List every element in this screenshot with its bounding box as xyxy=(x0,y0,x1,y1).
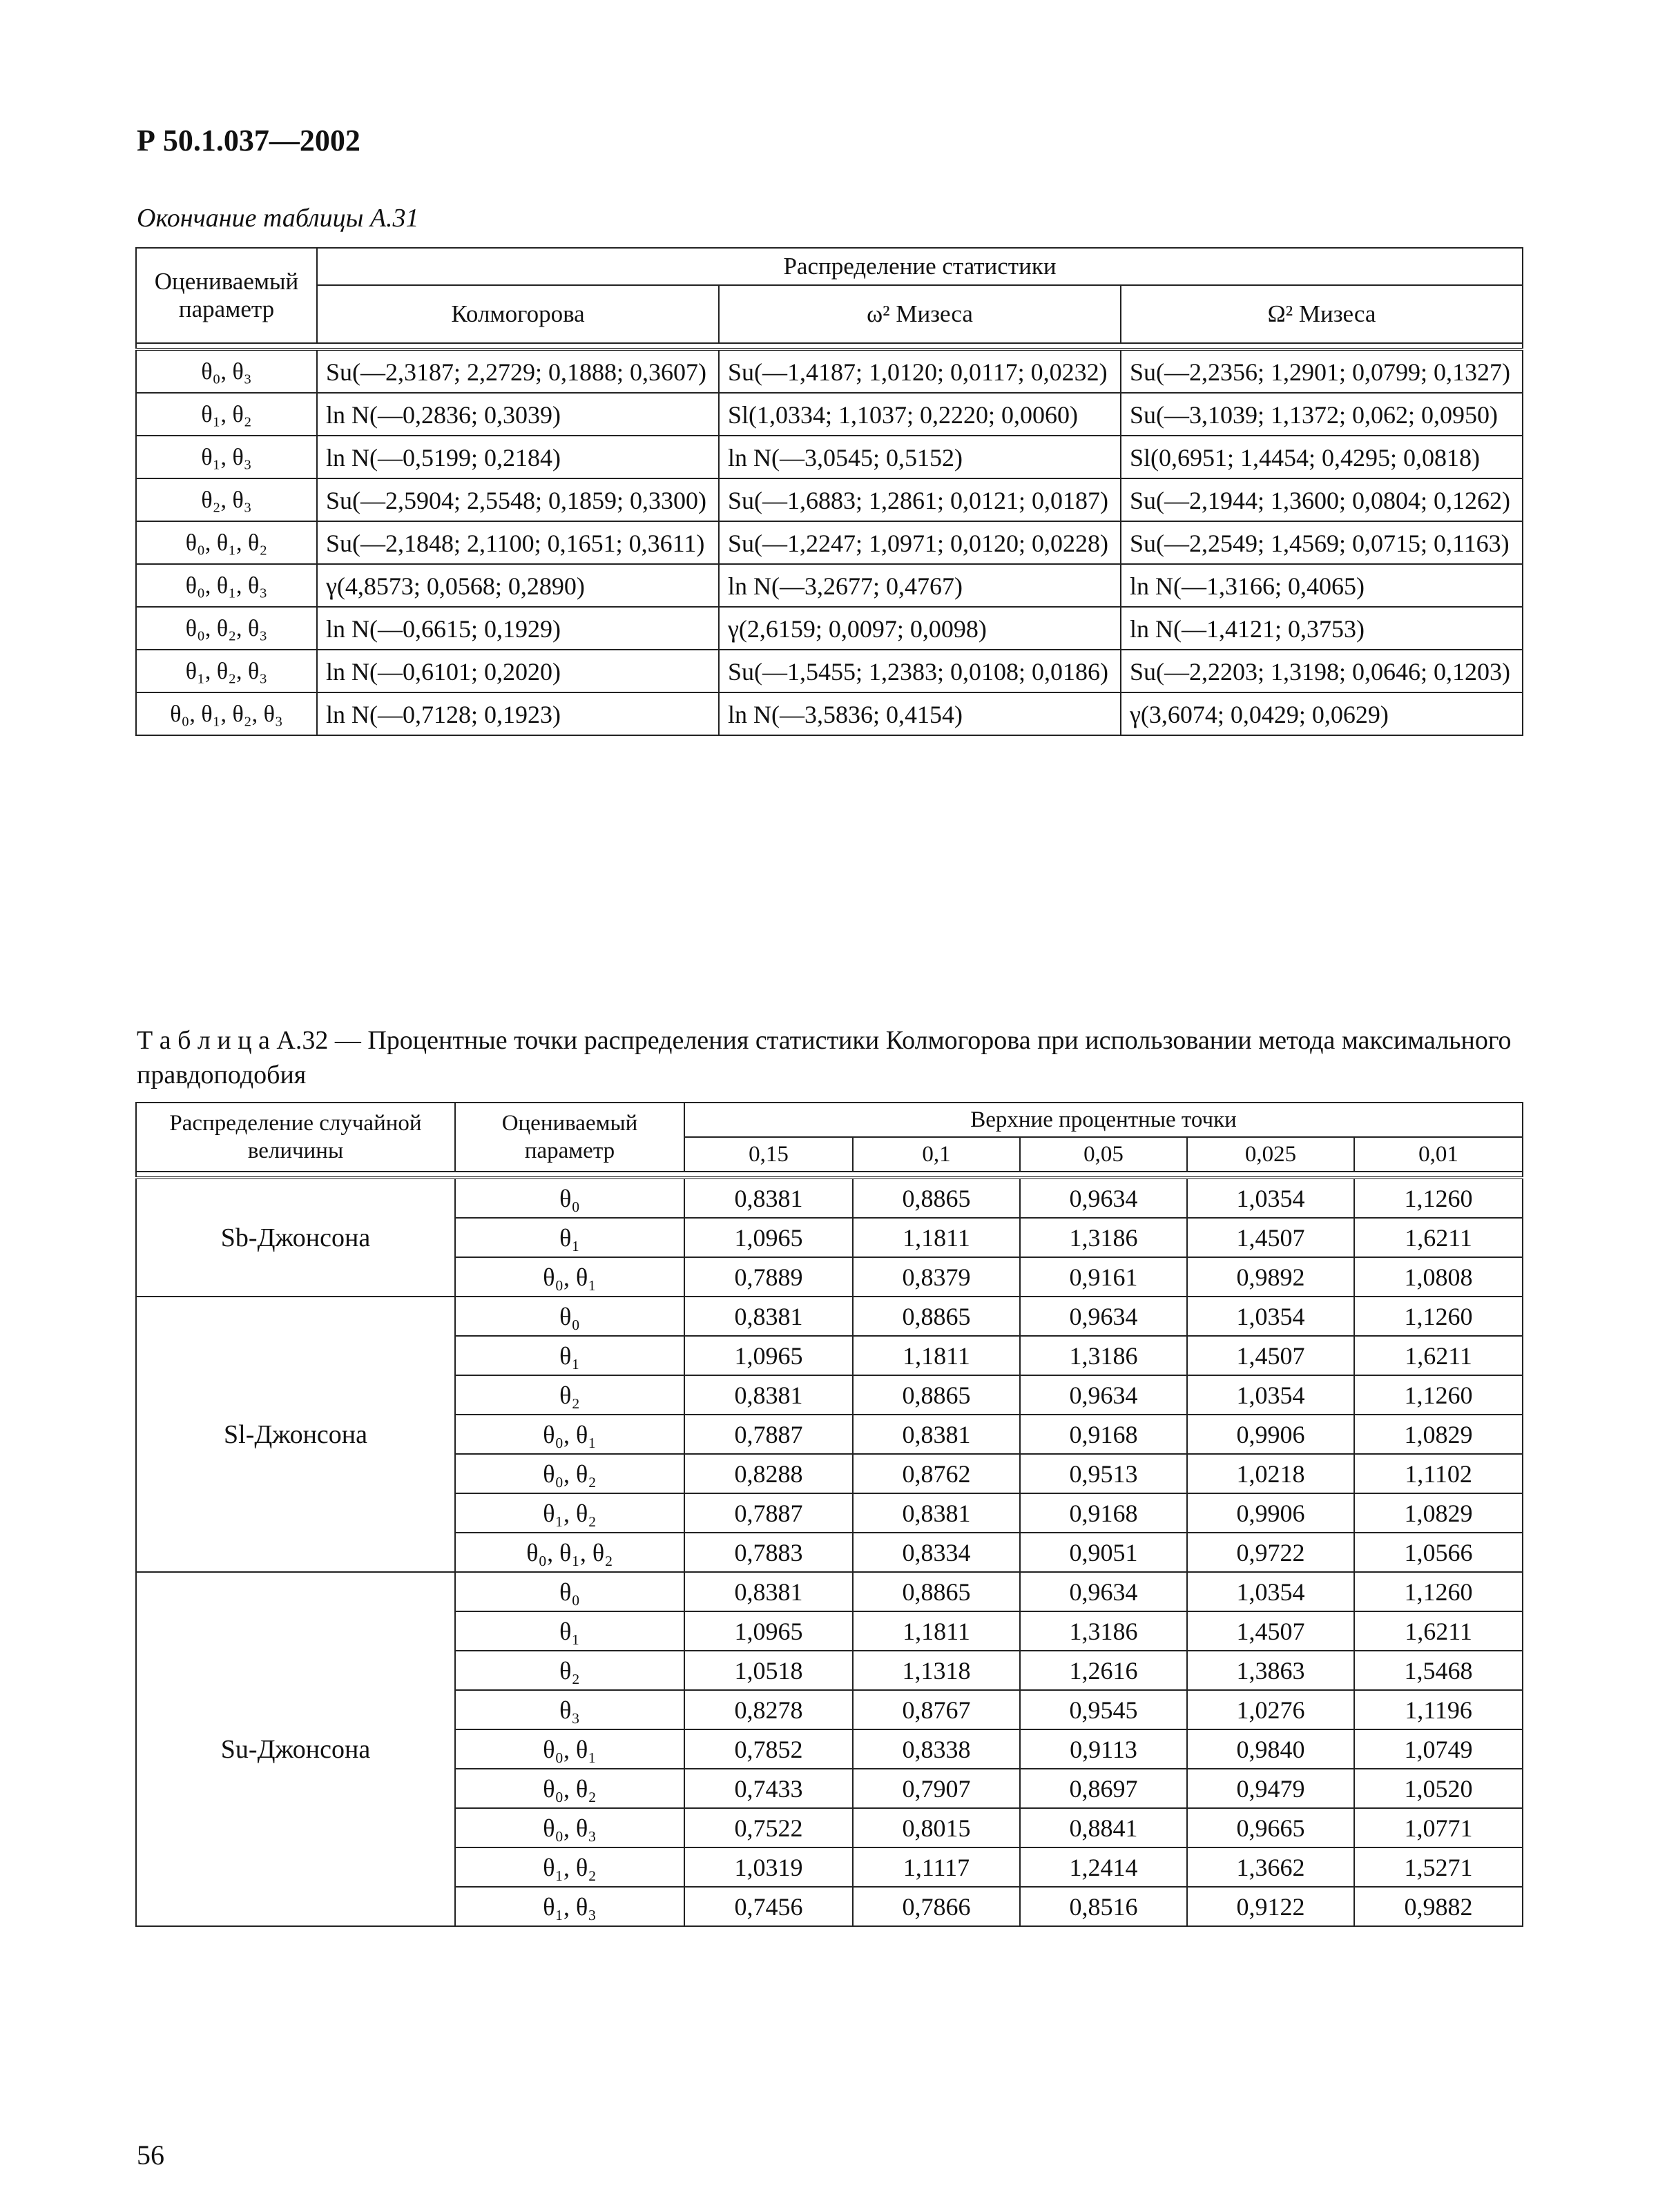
value-cell: 1,0520 xyxy=(1354,1769,1523,1808)
value-cell: 0,9722 xyxy=(1187,1533,1354,1572)
value-cell: 0,8767 xyxy=(853,1690,1020,1729)
param-cell: θ₃ xyxy=(455,1690,684,1729)
header-param: Оцениваемый параметр xyxy=(136,248,317,343)
kolmogorov-cell: Su(—2,5904; 2,5548; 0,1859; 0,3300) xyxy=(317,478,719,521)
value-cell: 0,8334 xyxy=(853,1533,1020,1572)
value-cell: 0,9906 xyxy=(1187,1415,1354,1454)
value-cell: 0,9168 xyxy=(1020,1415,1187,1454)
omega2-cell: Su(—1,5455; 1,2383; 0,0108; 0,0186) xyxy=(719,650,1121,692)
value-cell: 0,9113 xyxy=(1020,1729,1187,1769)
distribution-name: Sb-Джонсона xyxy=(136,1178,455,1297)
value-cell: 0,8762 xyxy=(853,1454,1020,1493)
table-row xyxy=(136,1178,1523,1218)
param-cell: θ₁ xyxy=(455,1611,684,1651)
value-cell: 0,9634 xyxy=(1020,1572,1187,1611)
value-cell: 1,0354 xyxy=(1187,1178,1354,1218)
value-cell: 1,0518 xyxy=(684,1651,853,1690)
param-cell: θ₀ xyxy=(455,1572,684,1611)
header-group: Распределение статистики xyxy=(317,248,1523,285)
value-cell: 0,8015 xyxy=(853,1808,1020,1847)
value-cell: 1,6211 xyxy=(1354,1218,1523,1257)
value-cell: 1,2414 xyxy=(1020,1847,1187,1887)
value-cell: 1,1260 xyxy=(1354,1375,1523,1415)
table-a32-caption: Т а б л и ц а А.32 — Процентные точки распределения статистики Колмогорова при использовании метода максимального правдоподобия xyxy=(137,1026,1512,1089)
Omega2-cell: Sl(0,6951; 1,4454; 0,4295; 0,0818) xyxy=(1121,436,1523,478)
value-cell: 0,7433 xyxy=(684,1769,853,1808)
table-row xyxy=(136,650,1523,692)
value-cell: 0,9545 xyxy=(1020,1690,1187,1729)
value-cell: 0,8288 xyxy=(684,1454,853,1493)
value-cell: 0,8379 xyxy=(853,1257,1020,1297)
value-cell: 1,0319 xyxy=(684,1847,853,1887)
param-cell: θ₀, θ₃ xyxy=(455,1808,684,1847)
value-cell: 1,0276 xyxy=(1187,1690,1354,1729)
value-cell: 0,8381 xyxy=(684,1178,853,1218)
value-cell: 0,9161 xyxy=(1020,1257,1187,1297)
kolmogorov-cell: ln N(—0,7128; 0,1923) xyxy=(317,692,719,735)
value-cell: 0,9168 xyxy=(1020,1493,1187,1533)
param-cell: θ₂, θ₃ xyxy=(136,478,317,521)
level-0-1: 0,1 xyxy=(853,1137,1020,1172)
value-cell: 1,0965 xyxy=(684,1611,853,1651)
param-cell: θ₀, θ₂ xyxy=(455,1454,684,1493)
value-cell: 1,0829 xyxy=(1354,1493,1523,1533)
table-row xyxy=(136,564,1523,607)
value-cell: 0,8865 xyxy=(853,1297,1020,1336)
omega2-cell: Su(—1,6883; 1,2861; 0,0121; 0,0187) xyxy=(719,478,1121,521)
value-cell: 1,0808 xyxy=(1354,1257,1523,1297)
param-cell: θ₁, θ₃ xyxy=(455,1887,684,1926)
param-cell: θ₀, θ₁, θ₃ xyxy=(136,564,317,607)
value-cell: 1,4507 xyxy=(1187,1336,1354,1375)
value-cell: 1,1811 xyxy=(853,1336,1020,1375)
param-cell: θ₀, θ₁ xyxy=(455,1729,684,1769)
value-cell: 0,8381 xyxy=(684,1297,853,1336)
value-cell: 0,7889 xyxy=(684,1257,853,1297)
value-cell: 0,8841 xyxy=(1020,1808,1187,1847)
param-cell: θ₀, θ₂, θ₃ xyxy=(136,607,317,650)
value-cell: 1,1318 xyxy=(853,1651,1020,1690)
value-cell: 0,9513 xyxy=(1020,1454,1187,1493)
table-a31-caption: Окончание таблицы А.31 xyxy=(137,204,419,233)
kolmogorov-cell: ln N(—0,2836; 0,3039) xyxy=(317,393,719,436)
level-0-025: 0,025 xyxy=(1187,1137,1354,1172)
param-cell: θ₀, θ₁, θ₂, θ₃ xyxy=(136,692,317,735)
value-cell: 1,1260 xyxy=(1354,1572,1523,1611)
value-cell: 1,1811 xyxy=(853,1218,1020,1257)
param-cell: θ₁, θ₃ xyxy=(136,436,317,478)
value-cell: 1,3186 xyxy=(1020,1611,1187,1651)
value-cell: 0,7887 xyxy=(684,1415,853,1454)
omega2-cell: γ(2,6159; 0,0097; 0,0098) xyxy=(719,607,1121,650)
Omega2-cell: ln N(—1,3166; 0,4065) xyxy=(1121,564,1523,607)
header-group: Верхние процентные точки xyxy=(684,1103,1523,1137)
value-cell: 0,8381 xyxy=(853,1415,1020,1454)
value-cell: 0,9634 xyxy=(1020,1375,1187,1415)
param-cell: θ₂ xyxy=(455,1375,684,1415)
table-a31 xyxy=(135,247,1523,736)
kolmogorov-cell: ln N(—0,5199; 0,2184) xyxy=(317,436,719,478)
param-cell: θ₀, θ₁, θ₂ xyxy=(136,521,317,564)
header-Omega2-mises: Ω² Мизеса xyxy=(1121,285,1523,343)
omega2-cell: Su(—1,4187; 1,0120; 0,0117; 0,0232) xyxy=(719,349,1121,393)
table-row xyxy=(136,1297,1523,1336)
level-0-01: 0,01 xyxy=(1354,1137,1523,1172)
kolmogorov-cell: ln N(—0,6615; 0,1929) xyxy=(317,607,719,650)
value-cell: 0,8865 xyxy=(853,1572,1020,1611)
kolmogorov-cell: Su(—2,1848; 2,1100; 0,1651; 0,3611) xyxy=(317,521,719,564)
value-cell: 1,0354 xyxy=(1187,1572,1354,1611)
value-cell: 1,5271 xyxy=(1354,1847,1523,1887)
param-cell: θ₁ xyxy=(455,1336,684,1375)
value-cell: 0,8516 xyxy=(1020,1887,1187,1926)
Omega2-cell: Su(—2,1944; 1,3600; 0,0804; 0,1262) xyxy=(1121,478,1523,521)
page-number: 56 xyxy=(137,2140,164,2171)
value-cell: 0,9840 xyxy=(1187,1729,1354,1769)
table-row xyxy=(136,393,1523,436)
value-cell: 0,9634 xyxy=(1020,1297,1187,1336)
value-cell: 0,9122 xyxy=(1187,1887,1354,1926)
value-cell: 1,0218 xyxy=(1187,1454,1354,1493)
param-cell: θ₀, θ₁ xyxy=(455,1257,684,1297)
param-cell: θ₁ xyxy=(455,1218,684,1257)
param-cell: θ₁, θ₂ xyxy=(455,1493,684,1533)
value-cell: 0,8338 xyxy=(853,1729,1020,1769)
value-cell: 1,1260 xyxy=(1354,1297,1523,1336)
value-cell: 1,1102 xyxy=(1354,1454,1523,1493)
header-omega2-mises: ω² Мизеса xyxy=(719,285,1121,343)
value-cell: 1,1196 xyxy=(1354,1690,1523,1729)
header-param: Оцениваемый параметр xyxy=(455,1103,684,1172)
value-cell: 1,0749 xyxy=(1354,1729,1523,1769)
param-cell: θ₀ xyxy=(455,1178,684,1218)
param-cell: θ₀, θ₁, θ₂ xyxy=(455,1533,684,1572)
value-cell: 1,1260 xyxy=(1354,1178,1523,1218)
value-cell: 0,7456 xyxy=(684,1887,853,1926)
value-cell: 1,0354 xyxy=(1187,1375,1354,1415)
omega2-cell: Sl(1,0334; 1,1037; 0,2220; 0,0060) xyxy=(719,393,1121,436)
Omega2-cell: Su(—3,1039; 1,1372; 0,062; 0,0950) xyxy=(1121,393,1523,436)
omega2-cell: ln N(—3,0545; 0,5152) xyxy=(719,436,1121,478)
value-cell: 1,0965 xyxy=(684,1218,853,1257)
value-cell: 0,8697 xyxy=(1020,1769,1187,1808)
kolmogorov-cell: γ(4,8573; 0,0568; 0,2890) xyxy=(317,564,719,607)
value-cell: 1,0771 xyxy=(1354,1808,1523,1847)
value-cell: 1,3863 xyxy=(1187,1651,1354,1690)
table-row xyxy=(136,692,1523,735)
value-cell: 1,3662 xyxy=(1187,1847,1354,1887)
value-cell: 0,7887 xyxy=(684,1493,853,1533)
document-id: Р 50.1.037—2002 xyxy=(137,124,360,157)
level-0-05: 0,05 xyxy=(1020,1137,1187,1172)
table-row xyxy=(136,349,1523,393)
Omega2-cell: Su(—2,2549; 1,4569; 0,0715; 0,1163) xyxy=(1121,521,1523,564)
value-cell: 0,7883 xyxy=(684,1533,853,1572)
table-row xyxy=(136,607,1523,650)
value-cell: 1,0354 xyxy=(1187,1297,1354,1336)
value-cell: 0,8278 xyxy=(684,1690,853,1729)
omega2-cell: Su(—1,2247; 1,0971; 0,0120; 0,0228) xyxy=(719,521,1121,564)
distribution-name: Su-Джонсона xyxy=(136,1572,455,1926)
kolmogorov-cell: Su(—2,3187; 2,2729; 0,1888; 0,3607) xyxy=(317,349,719,393)
distribution-name: Sl-Джонсона xyxy=(136,1297,455,1572)
table-a32 xyxy=(135,1102,1523,1927)
param-cell: θ₁, θ₂ xyxy=(136,393,317,436)
table-row xyxy=(136,436,1523,478)
value-cell: 1,5468 xyxy=(1354,1651,1523,1690)
value-cell: 1,0829 xyxy=(1354,1415,1523,1454)
value-cell: 0,7852 xyxy=(684,1729,853,1769)
value-cell: 0,7522 xyxy=(684,1808,853,1847)
Omega2-cell: Su(—2,2356; 1,2901; 0,0799; 0,1327) xyxy=(1121,349,1523,393)
value-cell: 0,7907 xyxy=(853,1769,1020,1808)
param-cell: θ₂ xyxy=(455,1651,684,1690)
value-cell: 1,3186 xyxy=(1020,1336,1187,1375)
value-cell: 0,9051 xyxy=(1020,1533,1187,1572)
value-cell: 0,9892 xyxy=(1187,1257,1354,1297)
param-cell: θ₁, θ₂ xyxy=(455,1847,684,1887)
value-cell: 1,4507 xyxy=(1187,1218,1354,1257)
param-cell: θ₀, θ₂ xyxy=(455,1769,684,1808)
param-cell: θ₀, θ₃ xyxy=(136,349,317,393)
value-cell: 1,3186 xyxy=(1020,1218,1187,1257)
value-cell: 1,0965 xyxy=(684,1336,853,1375)
omega2-cell: ln N(—3,2677; 0,4767) xyxy=(719,564,1121,607)
value-cell: 0,9906 xyxy=(1187,1493,1354,1533)
param-cell: θ₁, θ₂, θ₃ xyxy=(136,650,317,692)
value-cell: 1,2616 xyxy=(1020,1651,1187,1690)
table-row xyxy=(136,478,1523,521)
value-cell: 0,8381 xyxy=(684,1572,853,1611)
value-cell: 0,7866 xyxy=(853,1887,1020,1926)
value-cell: 1,6211 xyxy=(1354,1611,1523,1651)
value-cell: 0,8381 xyxy=(853,1493,1020,1533)
Omega2-cell: γ(3,6074; 0,0429; 0,0629) xyxy=(1121,692,1523,735)
value-cell: 1,1811 xyxy=(853,1611,1020,1651)
Omega2-cell: ln N(—1,4121; 0,3753) xyxy=(1121,607,1523,650)
value-cell: 0,8865 xyxy=(853,1375,1020,1415)
kolmogorov-cell: ln N(—0,6101; 0,2020) xyxy=(317,650,719,692)
value-cell: 1,0566 xyxy=(1354,1533,1523,1572)
table-row xyxy=(136,521,1523,564)
omega2-cell: ln N(—3,5836; 0,4154) xyxy=(719,692,1121,735)
value-cell: 0,9882 xyxy=(1354,1887,1523,1926)
value-cell: 0,9479 xyxy=(1187,1769,1354,1808)
value-cell: 1,1117 xyxy=(853,1847,1020,1887)
param-cell: θ₀, θ₁ xyxy=(455,1415,684,1454)
Omega2-cell: Su(—2,2203; 1,3198; 0,0646; 0,1203) xyxy=(1121,650,1523,692)
level-0-15: 0,15 xyxy=(684,1137,853,1172)
value-cell: 0,9665 xyxy=(1187,1808,1354,1847)
value-cell: 0,8381 xyxy=(684,1375,853,1415)
value-cell: 1,6211 xyxy=(1354,1336,1523,1375)
value-cell: 1,4507 xyxy=(1187,1611,1354,1651)
value-cell: 0,8865 xyxy=(853,1178,1020,1218)
table-row xyxy=(136,1572,1523,1611)
header-kolmogorov: Колмогорова xyxy=(317,285,719,343)
value-cell: 0,9634 xyxy=(1020,1178,1187,1218)
header-dist: Распределение случайной величины xyxy=(136,1103,455,1172)
param-cell: θ₀ xyxy=(455,1297,684,1336)
